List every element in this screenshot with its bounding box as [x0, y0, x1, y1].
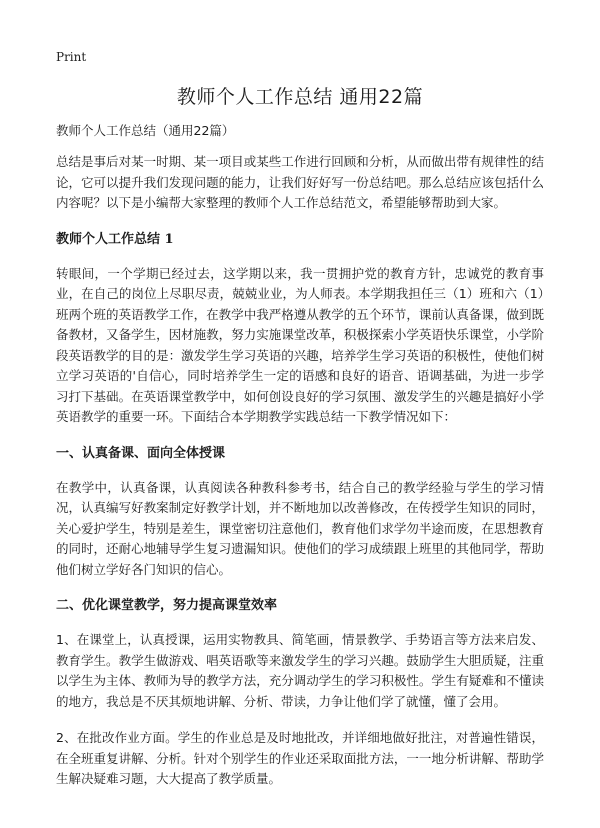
- page-title: 教师个人工作总结 通用22篇: [176, 86, 424, 108]
- intro-paragraph: 总结是事后对某一时期、某一项目或某些工作进行回顾和分析，从而做出带有规律性的结论，它可以提升我们发现问题的能力，让我们好好写一份总结吧。那么总结应该包括什么内容呢？以下是小编帮大家整理的教师个人工作总结范文，希望能够帮助到大家。: [56, 154, 544, 210]
- point1-paragraph: 在教学中，认真备课，认真阅读各种教科参考书，结合自己的教学经验与学生的学习情况，认真编写好教案制定好教学计划，并不断地加以改善修改，在传授学生知识的同时，关心爱护学生，特别是差生，课堂密切注意他们，教育他们求学勿半途而废，在思想教育的同时，还耐心地辅导学生复习遗漏知识。使他们的学习成绩跟上班里的其他同学，帮助他们树立学好各门知识的信心。: [56, 479, 544, 577]
- section1-paragraph: 转眼间，一个学期已经过去，这学期以来，我一贯拥护党的教育方针，忠诚党的教育事业，在自己的岗位上尽职尽责，兢兢业业，为人师表。本学期我担任三（1）班和六（1）班两个班的英语教学工作，在教学中我严格遵从教学的五个环节，课前认真备课，做到既备教材，又备学生，因材施教，努力实施课堂改革，积极探索小学英语快乐课堂，小学阶段英语教学的目的是：激发学生学习英语的兴趣，培养学生学习英语的积极性，使他们树立学习英语的'自信心，同时培养学生一定的语感和良好的语音、语调基础，为进一步学习打下基础。在英语课堂教学中，如何创设良好的学习氛围、激发学生的兴趣是搞好小学英语教学的重要一环。下面结合本学期教学实践总结一下教学情况如下：: [56, 265, 544, 424]
- document-subtitle: 教师个人工作总结（通用22篇）: [56, 123, 235, 138]
- point-heading-2: 二、优化课堂教学，努力提高课堂效率: [56, 598, 278, 613]
- point2-item-2: 2、在批改作业方面。学生的作业总是及时地批改，并详细地做好批注，对普遍性错误，在全班重复讲解、分析。针对个别学生的作业还采取面批方法，一一地分析讲解、帮助学生解决疑难习题，大大提高了教学质量。: [56, 730, 544, 786]
- print-link[interactable]: Print: [56, 50, 87, 64]
- section-heading-1: 教师个人工作总结 1: [56, 231, 174, 247]
- point2-item-1: 1、在课堂上，认真授课，运用实物教具、简笔画，情景教学、手势语言等方法来启发、教育学生。教学生做游戏、唱英语歌等来激发学生的学习兴趣。鼓励学生大胆质疑，注重以学生为主体、教师为导的教学方法，充分调动学生的学习积极性。学生有疑难和不懂读的地方，我总是不厌其烦地讲解、分析、带读，力争让他们学了就懂，懂了会用。: [56, 632, 544, 709]
- document-body: [56, 152, 544, 806]
- point-heading-1: 一、认真备课、面向全体授课: [56, 445, 226, 461]
